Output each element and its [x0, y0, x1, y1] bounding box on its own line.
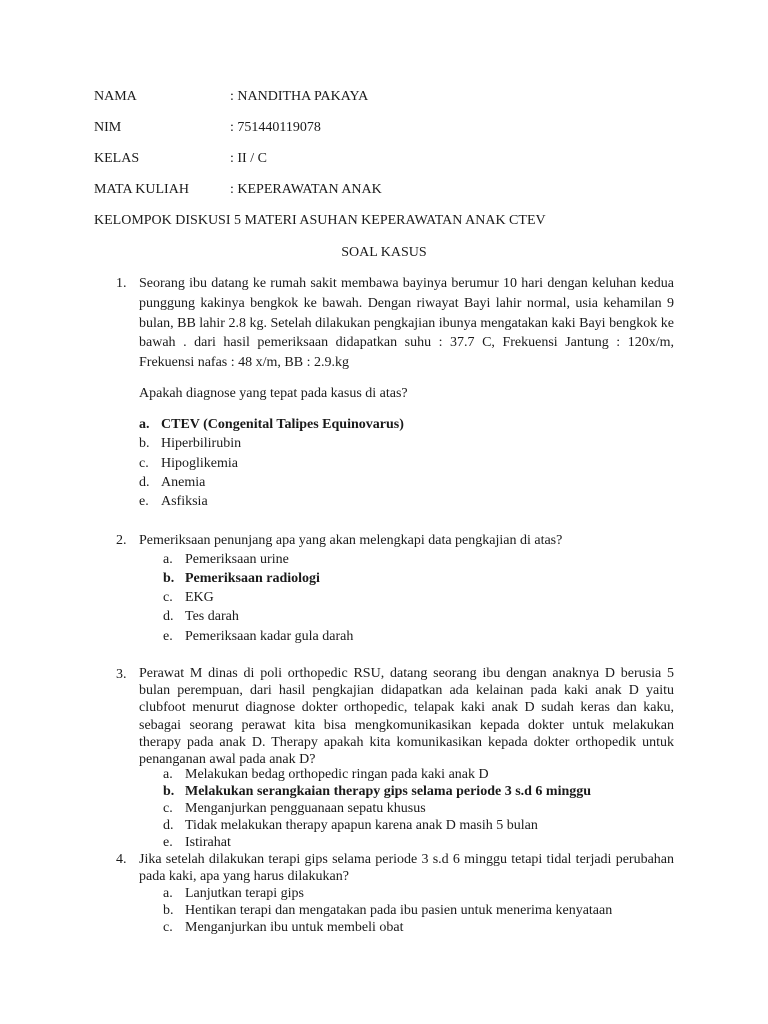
option-letter: b. — [163, 571, 175, 586]
option-text: Menganjurkan ibu untuk membeli obat — [185, 920, 404, 935]
option-letter: a. — [163, 767, 173, 782]
option-text: Istirahat — [185, 835, 231, 850]
q1-text: Seorang ibu datang ke rumah sakit membawa bayinya berumur 10 hari dengan keluhan kedua punggung kakinya bengkok ke bawah. Dengan riwayat Bayi lahir normal, usia kehamilan 9 bulan, BB lahir 2.8 kg. Setelah dilakukan pengkajian ibunya mengatakan kaki Bayi bengkok ke bawah . dari hasil pemeriksaan didapatkan suhu : 37.7 C, Frekuensi Jantung : 120x/m, Frekuensi nafas : 48 x/m, BB : 2.9.kg — [139, 276, 674, 371]
q1-question: Apakah diagnose yang tepat pada kasus di atas? — [139, 386, 408, 401]
option-text: Menganjurkan pengguanaan sepatu khusus — [185, 801, 426, 816]
option-text: CTEV (Congenital Talipes Equinovarus) — [161, 417, 404, 432]
q3-number: 3. — [116, 667, 127, 682]
nama-value: : NANDITHA PAKAYA — [230, 89, 369, 104]
option-text: Tidak melakukan therapy apapun karena anak D masih 5 bulan — [185, 818, 538, 833]
option-letter: e. — [163, 629, 173, 644]
kelas-value: : II / C — [230, 151, 267, 166]
option-letter: c. — [163, 590, 173, 605]
option-text: Pemeriksaan radiologi — [185, 571, 320, 586]
option-letter: e. — [139, 494, 149, 509]
section-title: SOAL KASUS — [341, 245, 427, 260]
option-text: Pemeriksaan urine — [185, 552, 289, 567]
option-letter: c. — [163, 920, 173, 935]
option-letter: b. — [139, 436, 150, 451]
q4-text: Jika setelah dilakukan terapi gips selama periode 3 s.d 6 minggu tetapi tidal terjadi perubahan pada kaki, apa yang harus dilakukan? — [139, 852, 674, 885]
option-letter: d. — [163, 609, 174, 624]
nim-label: NIM — [94, 120, 122, 135]
mata-kuliah-label: MATA KULIAH — [94, 182, 189, 197]
q4-number: 4. — [116, 852, 127, 867]
option-text: EKG — [185, 590, 214, 605]
q3-text: Perawat M dinas di poli orthopedic RSU, datang seorang ibu dengan anaknya D berusia 5 bulan perempuan, dari hasil pengkajian didapatkan ada kelainan pada kaki anak D yaitu clubfoot menurut diagnose dokter orthopedic, telapak kaki anak D sudah keras dan kaku, sebagai seorang perawat kita bisa mengkomunikasikan kepada dokter untuk melakukan therapy pada anak D. Therapy apakah kita komunikasikan kepada dokter orthopedik untuk penanganan awal pada anak D? — [139, 666, 674, 768]
option-letter: a. — [139, 417, 150, 432]
option-letter: b. — [163, 784, 175, 799]
option-text: Anemia — [161, 475, 206, 490]
option-text: Tes darah — [185, 609, 239, 624]
option-letter: c. — [163, 801, 173, 816]
q2-number: 2. — [116, 533, 127, 548]
option-text: Hentikan terapi dan mengatakan pada ibu pasien untuk menerima kenyataan — [185, 903, 613, 918]
option-letter: e. — [163, 835, 173, 850]
option-text: Lanjutkan terapi gips — [185, 886, 304, 901]
q2-text: Pemeriksaan penunjang apa yang akan melengkapi data pengkajian di atas? — [139, 533, 563, 548]
q1-number: 1. — [116, 276, 127, 291]
kelas-label: KELAS — [94, 151, 140, 166]
option-letter: a. — [163, 886, 173, 901]
option-text: Pemeriksaan kadar gula darah — [185, 629, 354, 644]
option-letter: d. — [139, 475, 150, 490]
option-text: Melakukan serangkaian therapy gips selama periode 3 s.d 6 minggu — [185, 784, 592, 799]
option-letter: a. — [163, 552, 173, 567]
mata-kuliah-value: : KEPERAWATAN ANAK — [230, 182, 382, 197]
nim-value: : 751440119078 — [230, 120, 321, 135]
option-text: Asfiksia — [161, 494, 208, 509]
option-text: Melakukan bedag orthopedic ringan pada kaki anak D — [185, 767, 489, 782]
option-letter: b. — [163, 903, 174, 918]
option-letter: c. — [139, 456, 149, 471]
group-title: KELOMPOK DISKUSI 5 MATERI ASUHAN KEPERAWATAN ANAK CTEV — [94, 213, 546, 228]
option-letter: d. — [163, 818, 174, 833]
nama-label: NAMA — [94, 89, 137, 104]
option-text: Hipoglikemia — [161, 456, 238, 471]
option-text: Hiperbilirubin — [161, 436, 242, 451]
